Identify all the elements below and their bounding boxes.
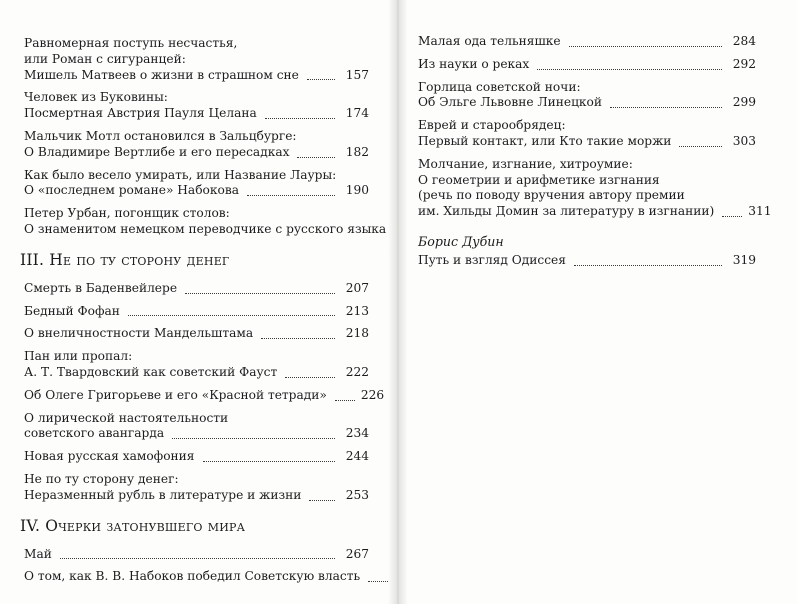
toc-entry xyxy=(24,168,369,200)
page-number: 303 xyxy=(732,133,756,148)
toc-entry-last-line xyxy=(24,547,369,563)
dot-leader xyxy=(368,580,388,582)
toc-entry xyxy=(24,387,385,404)
toc-entry-text: О лирической настоятельности xyxy=(24,410,229,425)
toc-entry-text: О Владимире Вертлибе и его пересадках xyxy=(24,144,290,159)
toc-entry-text: Май xyxy=(24,546,52,561)
toc-entry-last-line xyxy=(24,145,369,161)
dot-leader xyxy=(247,194,335,196)
toc-entry xyxy=(418,253,756,269)
toc-entry-line xyxy=(24,36,369,52)
page-number: 267 xyxy=(345,546,369,561)
section-heading xyxy=(20,251,369,269)
toc-entry xyxy=(24,90,369,122)
toc-group xyxy=(418,253,756,269)
toc-entry xyxy=(24,304,369,320)
page-number: 234 xyxy=(345,426,369,441)
toc-entry-text: Не по ту сторону денег: xyxy=(24,471,179,486)
dot-leader xyxy=(297,156,335,158)
toc-entry-line xyxy=(418,118,756,134)
toc-entry-text: им. Хильды Домин за литературу в изгнании) xyxy=(418,204,715,219)
toc-entry xyxy=(24,472,369,504)
toc-entry-text: Как было весело умирать, или Название Лауры: xyxy=(24,167,337,182)
toc-entry-text: Смерть в Баденвейлере xyxy=(24,280,178,295)
toc-entry-text: Равномерная поступь несчастья, xyxy=(24,36,238,50)
toc-entry-text: Малая ода тельняшке xyxy=(418,34,561,48)
page-number: 244 xyxy=(345,449,369,464)
toc-entry-line xyxy=(24,349,369,365)
toc-group xyxy=(418,34,772,220)
toc-entry-text: О геометрии и арифметике изгнания xyxy=(418,172,660,187)
toc-entry-text: Горлица советской ночи: xyxy=(418,79,581,94)
page-number: 253 xyxy=(345,487,369,502)
toc-entry-last-line xyxy=(418,34,756,50)
toc-entry-line xyxy=(418,80,756,96)
dot-leader xyxy=(537,68,722,70)
toc-entry-last-line xyxy=(24,221,387,238)
section-numeral: III. xyxy=(20,250,45,269)
toc-entry xyxy=(24,206,387,238)
toc-entry-line xyxy=(418,157,756,173)
page-number: 190 xyxy=(345,183,369,198)
toc-entry-last-line xyxy=(24,426,369,442)
toc-entry-text: (речь по поводу вручения автору премии xyxy=(418,188,685,203)
page-number: 207 xyxy=(345,280,369,295)
toc-entry-text: Неразменный рубль в литературе и жизни xyxy=(24,487,302,502)
toc-entry-text: О знаменитом немецком переводчике с русского языка xyxy=(24,221,387,236)
dot-leader xyxy=(679,145,722,147)
book-gutter xyxy=(388,0,408,604)
toc-entry-text: Петер Урбан, погонщик столов: xyxy=(24,206,230,221)
right-page xyxy=(398,0,797,604)
toc-entry-text: Посмертная Австрия Пауля Целана xyxy=(24,106,257,121)
toc-entry-last-line xyxy=(418,134,756,150)
toc-entry-text: или Роман с сигуранцей: xyxy=(24,51,186,66)
page-number: 284 xyxy=(732,34,756,48)
page-number: 222 xyxy=(345,364,369,379)
toc-group xyxy=(24,36,387,238)
page-number: 182 xyxy=(345,144,369,159)
toc-entry-last-line xyxy=(24,326,369,342)
toc-entry xyxy=(24,326,369,342)
toc-entry xyxy=(418,118,756,150)
dot-leader xyxy=(335,399,355,401)
toc-entry-line xyxy=(418,188,756,204)
toc-entry-line xyxy=(418,173,756,189)
toc-entry xyxy=(418,80,756,112)
dot-leader xyxy=(307,78,335,80)
toc-entry-text: Мишель Матвеев о жизни в страшном сне xyxy=(24,67,299,82)
toc-entry-last-line xyxy=(24,387,385,404)
toc-entry-text: советского авангарда xyxy=(24,426,165,441)
toc-entry xyxy=(24,129,369,161)
toc-entry xyxy=(24,349,369,381)
dot-leader xyxy=(60,557,335,559)
toc-entry-text: Бедный Фофан xyxy=(24,303,120,318)
toc-left xyxy=(20,36,387,592)
toc-entry-line xyxy=(24,206,369,222)
page-number: 299 xyxy=(732,95,756,110)
section-title: Очерки затонувшего мира xyxy=(45,516,246,535)
toc-entry-line xyxy=(24,129,369,145)
dot-leader xyxy=(172,437,335,439)
toc-entry-last-line xyxy=(24,68,369,84)
toc-entry xyxy=(24,569,369,585)
toc-entry-text: О том, как В. В. Набоков победил Советскую власть xyxy=(24,569,361,584)
toc-entry xyxy=(24,281,369,297)
page-number: 174 xyxy=(345,106,369,121)
dot-leader xyxy=(265,117,335,119)
toc-group xyxy=(24,280,385,504)
toc-entry-last-line xyxy=(24,449,369,465)
dot-leader xyxy=(261,337,335,339)
dot-leader xyxy=(203,460,336,462)
toc-entry-line xyxy=(24,411,369,427)
toc-entry xyxy=(24,36,369,83)
section-title: Не по ту сторону денег xyxy=(49,250,230,269)
toc-entry-text: Молчание, изгнание, хитроумие: xyxy=(418,156,633,171)
toc-entry-last-line xyxy=(24,183,369,199)
toc-entry xyxy=(418,34,756,50)
toc-entry-last-line xyxy=(418,95,756,111)
toc-entry-last-line xyxy=(418,57,756,73)
toc-entry-text: Человек из Буковины: xyxy=(24,90,168,105)
section-heading xyxy=(20,517,369,535)
toc-right xyxy=(418,34,772,276)
toc-entry-last-line xyxy=(418,253,756,269)
toc-entry-text: Новая русская хамофония xyxy=(24,449,195,464)
toc-entry-text: Мальчик Мотл остановился в Зальцбурге: xyxy=(24,128,297,143)
left-page xyxy=(0,0,394,604)
toc-entry-text: О внеличностности Мандельштама xyxy=(24,326,254,341)
author-heading: Борис Дубин xyxy=(418,233,504,249)
toc-entry xyxy=(24,547,369,563)
toc-entry-text: Об Олеге Григорьеве и его «Красной тетради» xyxy=(24,387,327,402)
dot-leader xyxy=(185,292,335,294)
dot-leader xyxy=(569,45,722,47)
toc-group xyxy=(24,547,369,586)
toc-entry-line xyxy=(24,52,369,68)
toc-entry-line xyxy=(24,168,369,184)
toc-entry-text: А. Т. Твардовский как советский Фауст xyxy=(24,364,278,379)
toc-entry-text: О «последнем романе» Набокова xyxy=(24,183,239,198)
dot-leader xyxy=(128,314,335,316)
toc-entry-text: Из науки о реках xyxy=(418,56,530,71)
toc-entry-last-line xyxy=(24,569,369,585)
page-number: 213 xyxy=(345,303,369,318)
dot-leader xyxy=(309,499,335,501)
dot-leader xyxy=(285,376,335,378)
toc-entry-line xyxy=(24,90,369,106)
dot-leader xyxy=(722,215,742,217)
toc-entry-last-line xyxy=(24,106,369,122)
page-number: 319 xyxy=(732,252,756,267)
toc-entry-text: Первый контакт, или Кто такие моржи xyxy=(418,133,672,148)
toc-entry-last-line xyxy=(24,365,369,381)
toc-entry-last-line xyxy=(24,488,369,504)
toc-entry-text: Путь и взгляд Одиссея xyxy=(418,252,566,267)
toc-entry xyxy=(24,449,369,465)
toc-entry-last-line xyxy=(24,281,369,297)
dot-leader xyxy=(610,106,722,108)
page-number: 157 xyxy=(345,67,369,82)
page-number: 226 xyxy=(360,387,385,402)
toc-entry-text: Пан или пропал: xyxy=(24,349,133,364)
section-numeral: IV. xyxy=(20,516,41,535)
page-number: 292 xyxy=(732,56,756,71)
toc-entry xyxy=(24,411,369,443)
dot-leader xyxy=(574,264,722,266)
toc-entry-last-line xyxy=(418,204,772,220)
page-number: 311 xyxy=(748,204,772,219)
toc-entry xyxy=(418,57,756,73)
toc-entry-line xyxy=(24,472,369,488)
page-number: 218 xyxy=(345,326,369,341)
toc-entry-text: Об Эльге Львовне Линецкой xyxy=(418,95,602,110)
toc-entry xyxy=(418,156,772,220)
toc-entry-text: Еврей и старообрядец: xyxy=(418,118,566,133)
toc-entry-last-line xyxy=(24,304,369,320)
